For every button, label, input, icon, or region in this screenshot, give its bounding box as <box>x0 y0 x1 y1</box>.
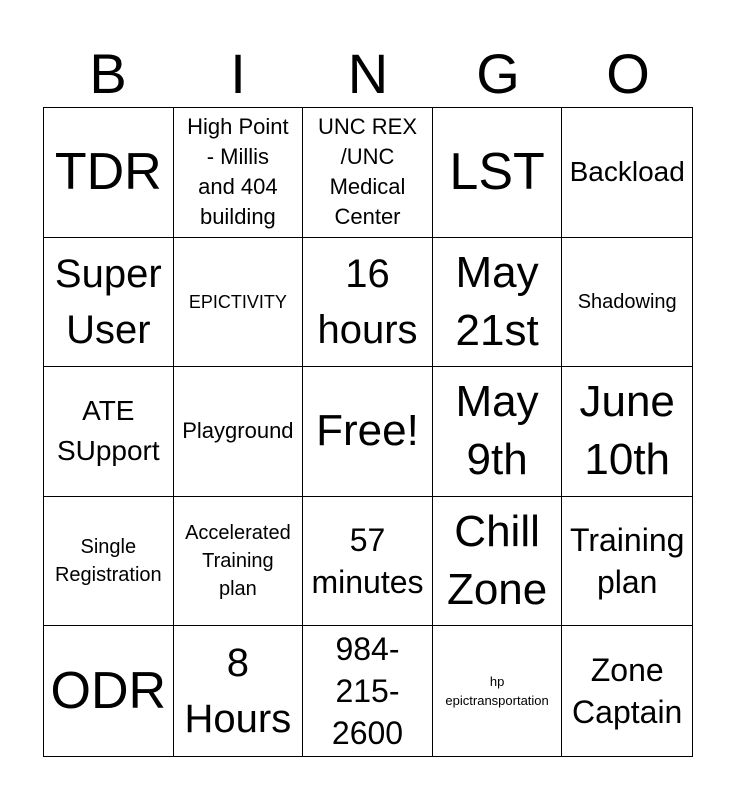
bingo-cell[interactable] <box>174 108 304 238</box>
cell-text: TDR <box>54 143 162 202</box>
bingo-cell[interactable] <box>303 238 433 368</box>
bingo-cell[interactable] <box>44 108 174 238</box>
bingo-cell[interactable] <box>174 367 304 497</box>
cell-text: Accelerated Training plan <box>185 522 291 601</box>
bingo-cell[interactable] <box>433 626 563 756</box>
bingo-cell[interactable] <box>562 108 692 238</box>
bingo-cell[interactable] <box>433 367 563 497</box>
bingo-cell[interactable] <box>44 367 174 497</box>
cell-text: ODR <box>50 662 167 721</box>
cell-text: Training plan <box>569 522 685 601</box>
bingo-header <box>43 40 693 108</box>
cell-text: High Point - Millis and 404 building <box>187 114 289 230</box>
bingo-cell[interactable] <box>174 238 304 368</box>
cell-text: 984- 215- 2600 <box>331 631 404 752</box>
cell-text: May 9th <box>455 377 539 485</box>
bingo-cell[interactable] <box>562 626 692 756</box>
bingo-cell[interactable] <box>174 497 304 627</box>
header-letter-g: G <box>476 42 520 105</box>
cell-text: UNC REX /UNC Medical Center <box>317 114 417 230</box>
cell-text: Super User <box>54 251 162 352</box>
cell-text: Single Registration <box>54 536 162 587</box>
bingo-cell[interactable] <box>303 108 433 238</box>
header-letter-n: N <box>347 42 389 105</box>
bingo-cell[interactable] <box>433 238 563 368</box>
cell-text: Chill Zone <box>446 507 548 615</box>
cell-text: Zone Captain <box>572 652 683 731</box>
bingo-board <box>43 107 693 757</box>
bingo-cell[interactable] <box>303 497 433 627</box>
header-letter-b: B <box>89 42 127 105</box>
cell-text: May 21st <box>455 247 539 355</box>
cell-text: 57 minutes <box>311 522 424 601</box>
cell-text: Free! <box>316 406 419 456</box>
header-letter-i: I <box>230 42 246 105</box>
bingo-cell[interactable] <box>433 497 563 627</box>
cell-text: 16 hours <box>317 251 418 352</box>
cell-text: 8 Hours <box>184 641 292 742</box>
cell-text: ATE SUpport <box>56 395 160 467</box>
cell-text: hp epictransportation <box>445 674 549 709</box>
cell-text: Playground <box>182 418 294 444</box>
cell-text: Shadowing <box>577 290 677 313</box>
bingo-cell[interactable] <box>44 497 174 627</box>
bingo-cell[interactable] <box>44 238 174 368</box>
bingo-cell[interactable] <box>303 626 433 756</box>
bingo-cell[interactable] <box>562 367 692 497</box>
header-letter-o: O <box>606 42 650 105</box>
bingo-cell[interactable] <box>303 367 433 497</box>
bingo-cell[interactable] <box>562 497 692 627</box>
bingo-cell[interactable] <box>433 108 563 238</box>
cell-text: June 10th <box>579 377 675 485</box>
bingo-cell[interactable] <box>562 238 692 368</box>
bingo-cell[interactable] <box>44 626 174 756</box>
cell-text: Backload <box>569 156 685 188</box>
cell-text: EPICTIVITY <box>188 291 287 312</box>
cell-text: LST <box>449 143 545 202</box>
bingo-cell[interactable] <box>174 626 304 756</box>
